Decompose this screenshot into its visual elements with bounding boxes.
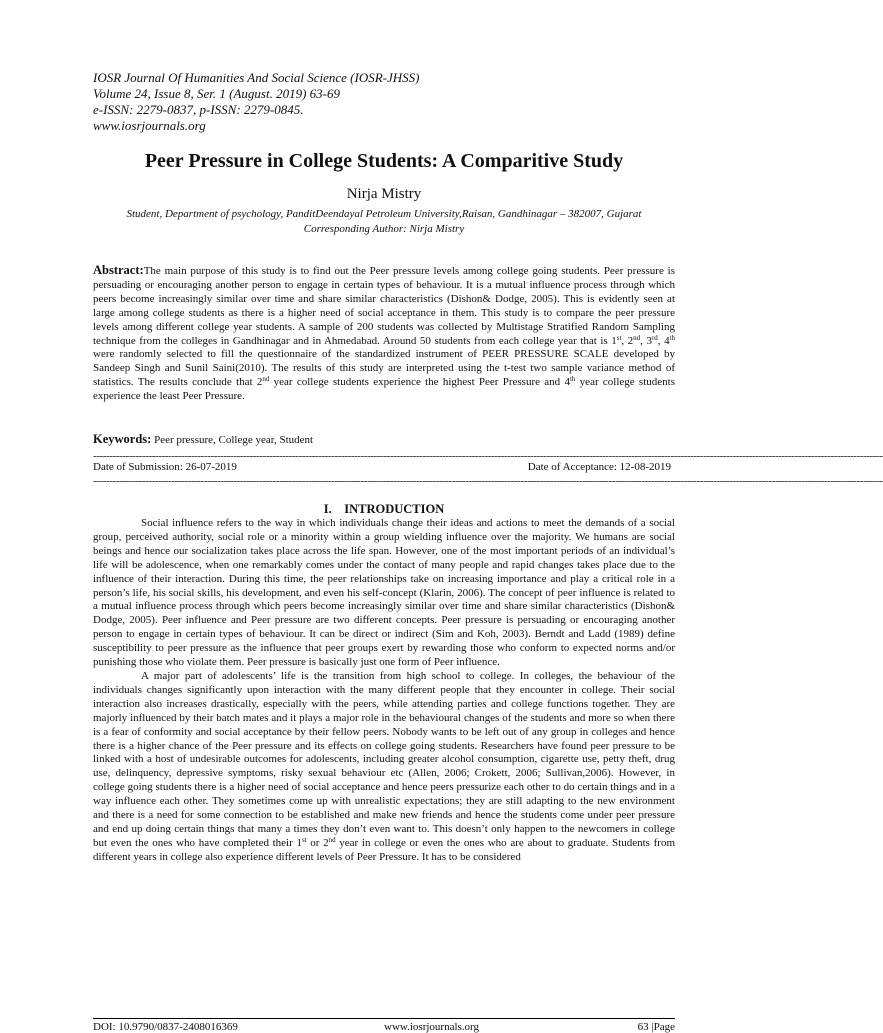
journal-issn: e-ISSN: 2279-0837, p-ISSN: 2279-0845. [93,102,304,117]
paragraph-text: year in college or even the ones who are about to graduate. Students from different years in college also experience different levels of Peer Pressure. It has to be considered [93,836,675,863]
paper-title: Peer Pressure in College Students: A Comparitive Study [144,150,624,172]
footer-website: www.iosrjournals.org [384,1021,480,1033]
author-name: Nirja Mistry [346,186,422,202]
journal-header [93,70,693,134]
abstract [93,264,675,404]
superscript: nd [633,333,641,342]
superscript: st [616,333,622,342]
footer-doi: DOI: 10.9790/0837-2408016369 [93,1021,238,1033]
divider-top: -------------------------------------------------------------------------------------------------------------------------------------------------------------------------------------------------------------------------------------------------- [93,450,883,462]
keywords-label: Keywords: [93,432,152,446]
footer-page-number: 63 |Page [637,1021,675,1033]
corresponding-author: Corresponding Author: Nirja Mistry [303,222,465,235]
submission-date: Date of Submission: 26-07-2019 [93,461,237,473]
journal-website: www.iosrjournals.org [93,118,206,133]
section-heading: I. INTRODUCTION [323,502,445,516]
abstract-text: , 2 [621,334,634,347]
author-info [90,207,678,236]
superscript: st [301,835,307,844]
abstract-text: , 3 [640,334,652,347]
superscript: nd [262,375,270,384]
abstract-text: year college students experience the highest Peer Pressure and 4 [269,376,570,389]
keywords-text: Peer pressure, College year, Student [151,434,314,446]
journal-name: IOSR Journal Of Humanities And Social Science (IOSR-JHSS) [93,70,420,85]
abstract-label: Abstract: [93,263,144,277]
superscript: th [669,333,676,342]
acceptance-date: Date of Acceptance: 12-08-2019 [527,461,671,473]
introduction-body [93,517,675,865]
affiliation: Student, Department of psychology, PanditDeendayal Petroleum University,Raisan, Gandhinagar – 382007, Gujarat [126,208,642,220]
paragraph-text: or 2 [306,836,329,849]
abstract-text: The main purpose of this study is to find out the Peer pressure levels among college going students. Peer pressure is persuading or encouraging another person to engage in certain types of behaviour. It is a mutual influence process through which peers become increasingly similar over time and share similar characteristics (Dishon& Dodge, 2005). This is evidently seen at large among college students as there is a higher need of social acceptance in them. This study is to compare the peer pressure levels among different college year students. A sample of 200 students was collected by Multistage Stratified Random Sampling technique from the colleges in Gandhinagar and in Ahmedabad. Around 50 students from each college year that is 1 [93,265,675,347]
footer-rule [93,1018,675,1019]
superscript: nd [328,835,336,844]
journal-volume: Volume 24, Issue 8, Ser. 1 (August. 2019) 63-69 [93,86,340,101]
paragraph [93,670,675,865]
abstract-text: were randomly selected to fill the questionnaire of the standardized instrument of PEER PRESSURE SCALE developed by Sandeep Singh and Sunil Saini(2010). The results of this study are interpreted using the t-test two sample variance method of statistics. The results conclude that 2 [93,348,675,389]
keywords [93,432,675,447]
divider-bottom: -------------------------------------------------------------------------------------------------------------------------------------------------------------------------------------------------------------------------------------------------- [93,475,883,487]
dates-row [93,461,671,473]
superscript: th [569,375,576,384]
paragraph-text: A major part of adolescents’ life is the transition from high school to college. In colleges, the behaviour of the individuals changes significantly upon interaction with the many different people that they encounter in college. Their social interaction also increases drastically, especially with the peers, while attending parties and college functions together. They are majorly influenced by their batch mates and it plays a major role in the behavioural changes of the students and more so when there is a fear of conformity and social acceptance by their fellow peers. Nobody wants to be left out of any group in colleges and hence there is a higher chance of the Peer pressure and its effects on college going students. Researchers have found peer pressure to be linked with a host of undesirable outcomes for adolescents, including greater alcohol consumption, cigarette use, petty theft, drug use, delinquency, depressive symptoms, risky sexual behaviour etc (Allen, 2006; Crokett, 2006; Sullivan,2006). However, in college going students there is a higher need of social acceptance and hence peers pressurize each other to do certain things and in a way influence each other. They sometimes come up with unrealistic expectations; they are still adapting to the new environment and there is a need for some connection to be established and make new friends and hence the students come under peer pressure and end up doing certain things that many a times they don’t even want to. This doesn’t only happen to the newcomers in college but even the ones who have completed their 1 [93,669,675,849]
paragraph: Social influence refers to the way in which individuals change their ideas and actions to meet the demands of a social group, perceived authority, social role or a minority within a group wielding influence over the majority. We humans are social beings and hence our socialization takes place across the life span. However, one of the most important periods of an individual’s life will be adolescence, when one remarkably comes under the contact of many people and rapid changes takes place due to the influence of their interaction. During this time, the peer relationships take on increasing importance and play a critical role in a person’s life, his social skills, his development, and even his self-concept (Klarin, 2006). The concept of peer influence is related to a mutual influence process through which peers become increasingly similar over time and share similar characteristics (Dishon& Dodge, 2005). Peer influence and Peer pressure are two different concepts. Peer pressure is persuading or encouraging another person to engage in certain types of behaviour. It can be direct or indirect (Sim and Koh, 2003). Berndt and Ladd (1989) define susceptibility to peer pressure as the influence that peer groups exert by rewarding those who conform to expected norms and/or punishing those who violate them. Peer pressure is basically just one form of Peer influence. [93,517,675,669]
superscript: rd [651,333,658,342]
abstract-text: year college students experience the least Peer Pressure. [93,376,675,403]
abstract-text: , 4 [657,334,670,347]
